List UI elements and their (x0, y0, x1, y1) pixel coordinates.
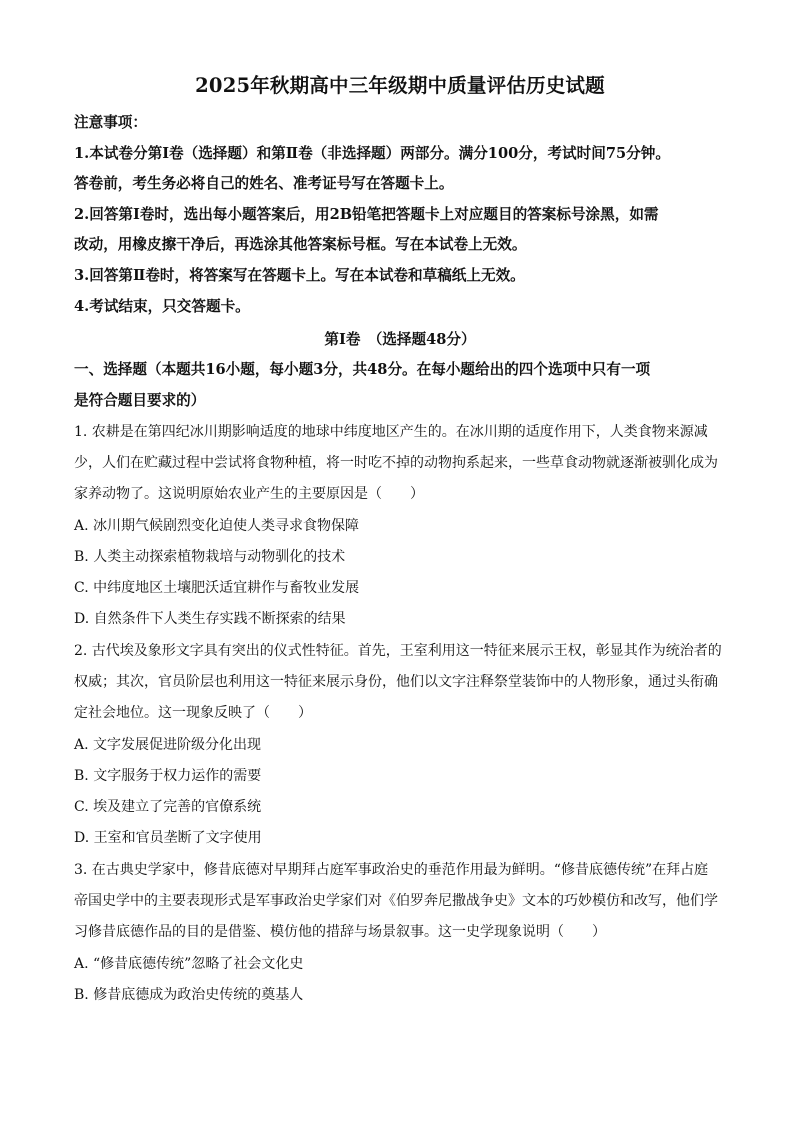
question-2-text: 权威；其次，官员阶层也利用这一特征来展示身份，他们以文字注释祭堂装饰中的人物形象，通过头衔确 (74, 674, 718, 690)
notice-line: 4.考试结束，只交答题卡。 (74, 298, 250, 315)
section-instruction: 一、选择题（本题共16小题，每小题3分，共48分。在每小题给出的四个选项中只有一项 (74, 361, 651, 378)
question-3-text: 帝国史学中的主要表现形式是军事政治史学家们对《伯罗奔尼撒战争史》文本的巧妙模仿和改写，他们学 (74, 893, 718, 909)
question-3-text: 习修昔底德作品的目的是借鉴、模仿他的措辞与场景叙事。这一史学现象说明（ ） (74, 924, 606, 940)
question-1-text: 1. 农耕是在第四纪冰川期影响适度的地球中纬度地区产生的。在冰川期的适度作用下，人类食物来源减 (74, 424, 708, 440)
question-2-option-a: A. 文字发展促进阶级分化出现 (74, 737, 262, 753)
section-title: 第Ⅰ卷 （选择题48分） (324, 331, 476, 348)
question-1-text: 家养动物了。这说明原始农业产生的主要原因是（ ） (74, 486, 424, 502)
question-1-option-a: A. 冰川期气候剧烈变化迫使人类寻求食物保障 (74, 518, 360, 534)
question-1-option-d: D. 自然条件下人类生存实践不断探索的结果 (74, 611, 346, 627)
question-3-option-a: A. “修昔底德传统”忽略了社会文化史 (74, 956, 304, 972)
notice-line: 答卷前，考生务必将自己的姓名、准考证号写在答题卡上。 (74, 175, 454, 192)
question-2-text: 2. 古代埃及象形文字具有突出的仪式性特征。首先，王室利用这一特征来展示王权，彰显其作为统治者的 (74, 643, 722, 659)
notice-heading: 注意事项： (74, 114, 147, 131)
question-1-option-c: C. 中纬度地区土壤肥沃适宜耕作与畜牧业发展 (74, 580, 360, 596)
question-2-option-b: B. 文字服务于权力运作的需要 (74, 768, 262, 784)
notice-line: 改动，用橡皮擦干净后，再选涂其他答案标号框。写在本试卷上无效。 (74, 236, 527, 253)
question-2-option-c: C. 埃及建立了完善的官僚系统 (74, 799, 262, 815)
notice-line: 1.本试卷分第Ⅰ卷（选择题）和第Ⅱ卷（非选择题）两部分。满分100分，考试时间75分钟。 (74, 145, 670, 162)
question-3-text: 3. 在古典史学家中，修昔底德对早期拜占庭军事政治史的垂范作用最为鲜明。“修昔底德传统”在拜占庭 (74, 862, 709, 878)
question-2-text: 定社会地位。这一现象反映了（ ） (74, 705, 312, 721)
question-3-option-b: B. 修昔底德成为政治史传统的奠基人 (74, 987, 304, 1003)
page-title: 2025年秋期高中三年级期中质量评估历史试题 (195, 74, 605, 97)
question-1-option-b: B. 人类主动探索植物栽培与动物驯化的技术 (74, 549, 346, 565)
question-1-text: 少，人们在贮藏过程中尝试将食物种植，将一时吃不掉的动物拘系起来，一些草食动物就逐渐被驯化成为 (74, 455, 718, 471)
notice-line: 3.回答第Ⅱ卷时，将答案写在答题卡上。写在本试卷和草稿纸上无效。 (74, 267, 525, 284)
question-2-option-d: D. 王室和官员垄断了文字使用 (74, 830, 262, 846)
notice-line: 2.回答第Ⅰ卷时，选出每小题答案后，用2B铅笔把答题卡上对应题目的答案标号涂黑，如需 (74, 206, 659, 223)
section-instruction: 是符合题目要求的） (74, 392, 206, 409)
